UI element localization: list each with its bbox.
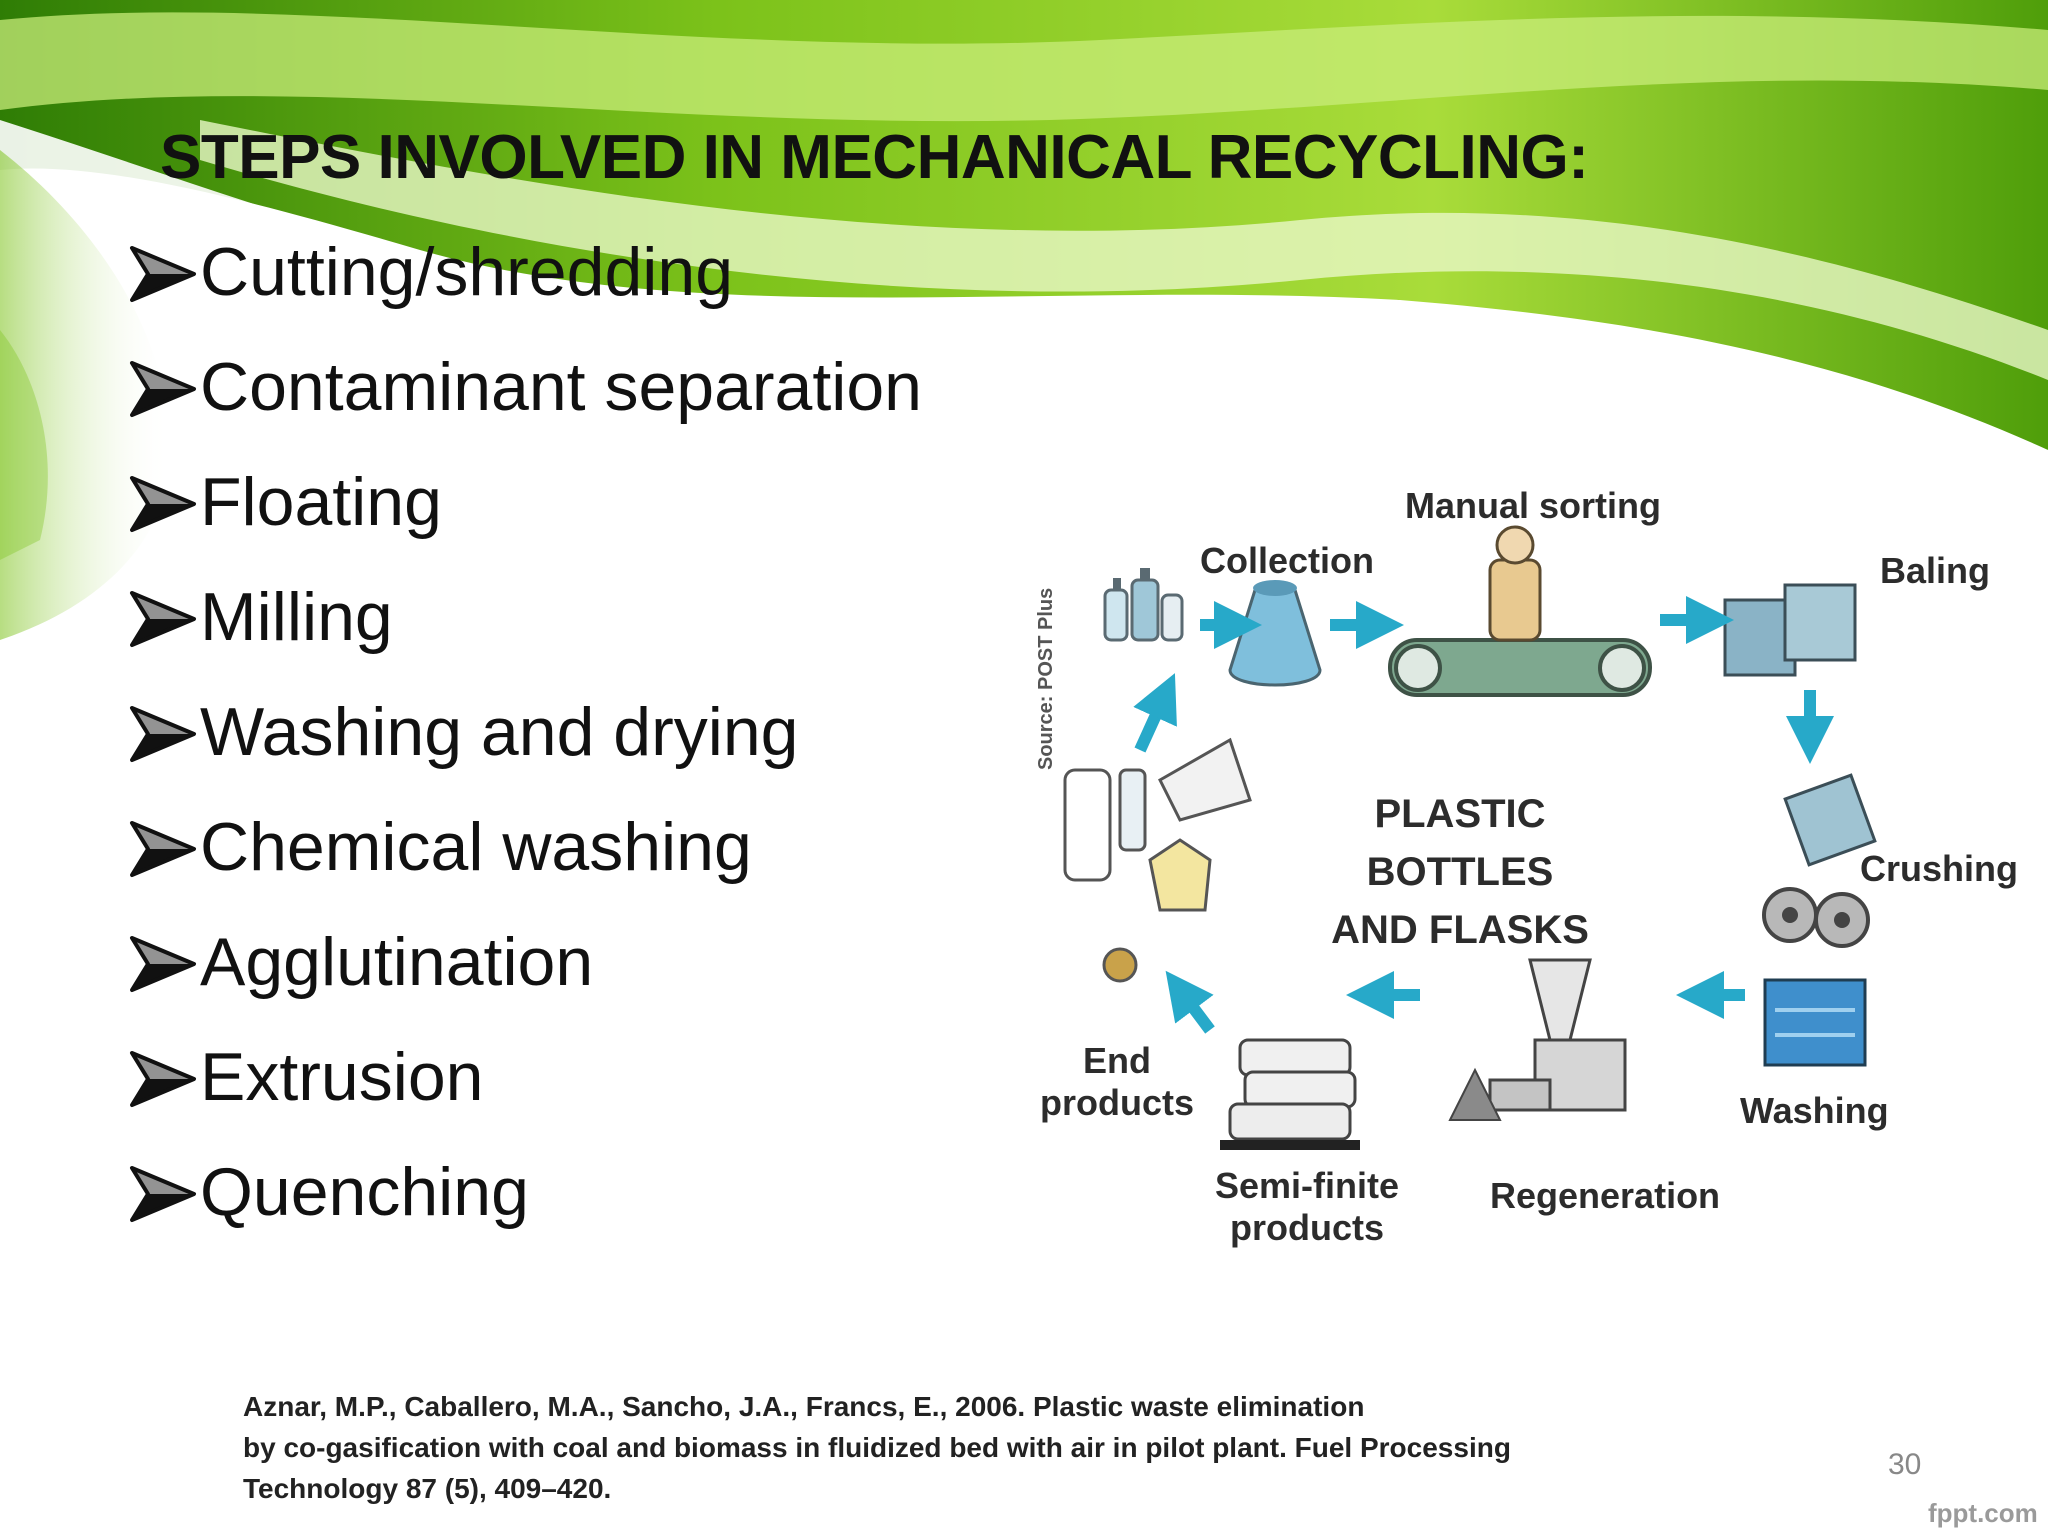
citation-line1: Aznar, M.P., Caballero, M.A., Sancho, J.A., Francs, E., 2006. Plastic waste elimination bbox=[243, 1391, 1365, 1422]
diagram-source: Source: POST Plus bbox=[1035, 587, 1057, 770]
stage-washing: Washing bbox=[1740, 1090, 1889, 1131]
step-label: Milling bbox=[200, 579, 393, 655]
step-label: Extrusion bbox=[200, 1039, 484, 1115]
list-item bbox=[128, 1152, 922, 1267]
stage-semi-finite bbox=[1215, 1165, 1399, 1249]
arrowhead-bullet-icon bbox=[128, 934, 200, 994]
stage-semi-finite-line1: Semi-finite bbox=[1215, 1165, 1400, 1206]
crusher-gears-icon bbox=[1764, 775, 1875, 946]
stage-collection: Collection bbox=[1200, 540, 1375, 581]
arrowhead-bullet-icon bbox=[128, 359, 200, 419]
bottles-icon bbox=[1105, 568, 1182, 640]
steps-list bbox=[128, 232, 922, 1267]
list-item bbox=[128, 462, 922, 577]
stage-regeneration: Regeneration bbox=[1490, 1175, 1721, 1216]
page-number: 30 bbox=[1888, 1448, 1922, 1481]
list-item bbox=[128, 692, 922, 807]
list-item bbox=[128, 922, 922, 1037]
step-label: Agglutination bbox=[200, 924, 594, 1000]
arrowhead-bullet-icon bbox=[128, 1164, 200, 1224]
washing-tank-icon bbox=[1765, 980, 1865, 1065]
stage-baling: Baling bbox=[1880, 550, 1991, 591]
list-item bbox=[128, 1037, 922, 1152]
arrowhead-bullet-icon bbox=[128, 819, 200, 879]
arrowhead-bullet-icon bbox=[128, 244, 200, 304]
collection-bag-icon bbox=[1230, 580, 1320, 685]
regeneration-machine-icon bbox=[1450, 960, 1625, 1120]
step-label: Floating bbox=[200, 464, 442, 540]
arrowhead-bullet-icon bbox=[128, 704, 200, 764]
stage-end-products bbox=[1040, 1040, 1194, 1124]
center-line2: AND FLASKS bbox=[1331, 908, 1589, 952]
arrowhead-bullet-icon bbox=[128, 474, 200, 534]
end-products-icon bbox=[1065, 740, 1250, 981]
center-line1: PLASTIC BOTTLES bbox=[1366, 792, 1554, 894]
recycling-diagram bbox=[1020, 440, 2020, 1280]
step-label: Contaminant separation bbox=[200, 349, 923, 425]
stage-semi-finite-line2: products bbox=[1230, 1207, 1385, 1248]
citation bbox=[243, 1386, 1643, 1509]
stage-crushing: Crushing bbox=[1860, 848, 2018, 889]
list-item bbox=[128, 807, 922, 922]
watermark-logo: fppt.com bbox=[1928, 1498, 2038, 1528]
slide-title: STEPS INVOLVED IN MECHANICAL RECYCLING: bbox=[160, 123, 1589, 192]
sacks-icon bbox=[1220, 1040, 1360, 1150]
stage-end-line1: End bbox=[1083, 1040, 1151, 1081]
citation-line3: Technology 87 (5), 409–420. bbox=[243, 1473, 612, 1504]
conveyor-belt-icon bbox=[1390, 527, 1650, 695]
step-label: Cutting/shredding bbox=[200, 234, 734, 310]
list-item bbox=[128, 347, 922, 462]
step-label: Chemical washing bbox=[200, 809, 752, 885]
list-item bbox=[128, 232, 922, 347]
list-item bbox=[128, 577, 922, 692]
citation-line2: by co-gasification with coal and biomass in fluidized bed with air in pilot plant. Fuel Processing bbox=[243, 1432, 1511, 1463]
stage-end-line2: products bbox=[1040, 1082, 1195, 1123]
step-label: Quenching bbox=[200, 1154, 529, 1230]
stage-manual-sorting: Manual sorting bbox=[1405, 485, 1662, 526]
bales-icon bbox=[1725, 585, 1855, 675]
diagram-center-label bbox=[1280, 785, 1640, 959]
step-label: Washing and drying bbox=[200, 694, 799, 770]
arrowhead-bullet-icon bbox=[128, 589, 200, 649]
arrowhead-bullet-icon bbox=[128, 1049, 200, 1109]
